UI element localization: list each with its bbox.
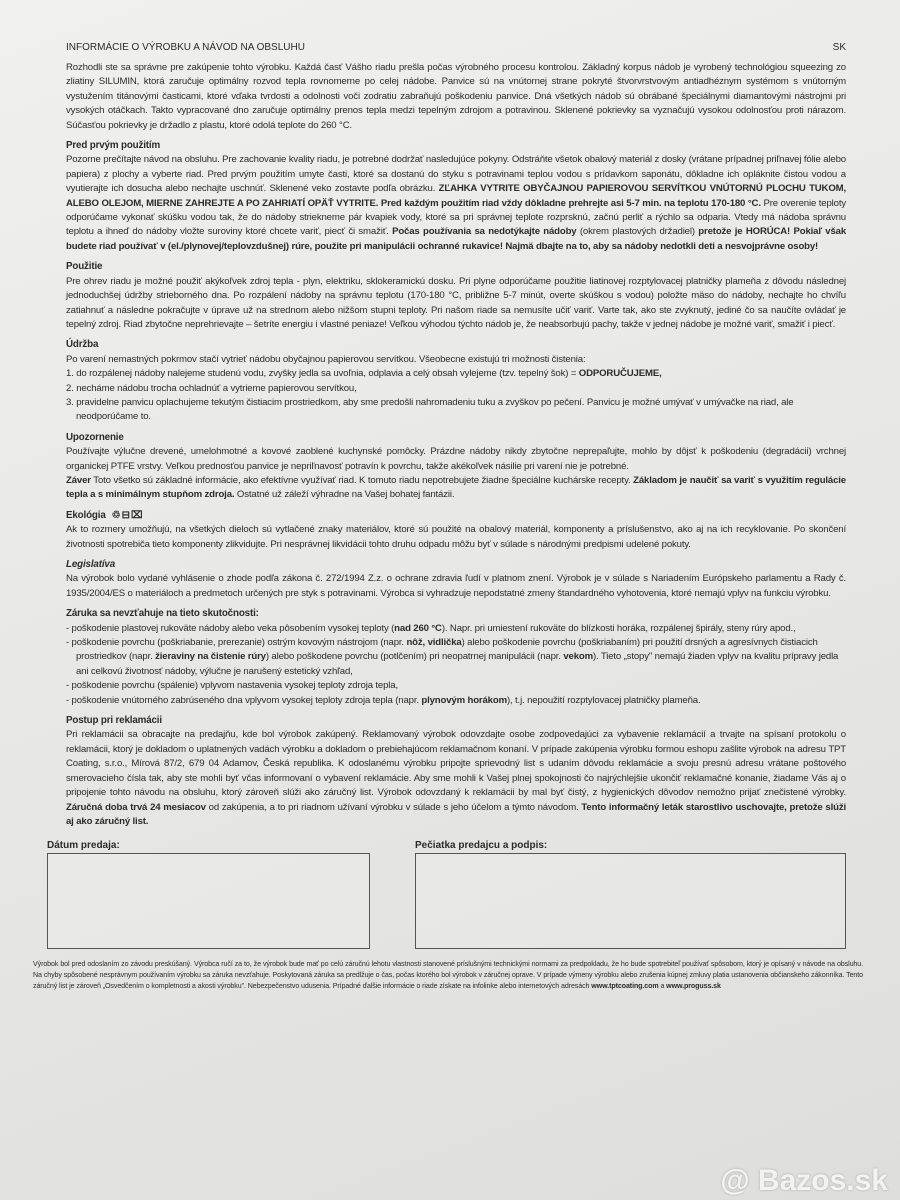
bold-text: plynovým horákom (421, 694, 507, 706)
bold-text: Záver (66, 474, 91, 486)
section-heading: Postup pri reklamácii (66, 715, 162, 727)
crossed-bin-icon: ⌧ (131, 509, 144, 521)
paragraph (66, 474, 846, 503)
signature-fields (47, 839, 846, 949)
sale-date-label: Dátum predaja: (47, 840, 120, 852)
text: Na výrobok bolo vydané vyhlásenie o zhode podľa zákona č. 272/1994 Z.z. o ochrane zdravia ľudí v platnom znení. Výrobok je v súlade s Nariadením Európskeho parlamentu a Rady č. 1935/2004/ES o materiáloch a predmetoch určených pre styk s potravinami. Výrobca si vyhradzuje nepodstatné zmeny štandardného vyhotovenia, ktoré nemajú vplyv na funkciu výrobku. (66, 573, 846, 599)
footer-link-tptcoating: www.tptcoating.com (591, 982, 659, 991)
text: ) alebo poškodene povrchu (potlčením) pri neopatrnej manipulácii (napr. (265, 651, 564, 663)
text: ) alebo poškodenie povrchu (poškriabaním) pri použití drsných a agresívnych čistiacich prostriedkov (napr. (76, 637, 818, 663)
list-item (66, 622, 846, 636)
paragraph (66, 153, 846, 254)
eco-icons (112, 509, 144, 523)
section-heading-row (66, 509, 846, 523)
section-warranty-exclusions (66, 607, 846, 708)
section-ecology (66, 509, 846, 552)
text: ). Tieto „stopy" nemajú žiaden vplyv na kvalitu prípravy jedla ani celkovú životnosť nádoby, výlučne je narušený estetický vzhľad, (76, 651, 839, 677)
stamp-signature-box[interactable] (415, 853, 846, 949)
language-code: SK (832, 42, 846, 53)
paragraph (66, 523, 846, 552)
section-heading-row (66, 139, 846, 153)
footer-note (33, 959, 863, 992)
section-heading-row (66, 558, 846, 572)
paragraph (66, 445, 846, 474)
footer-and: a (658, 982, 667, 991)
text: - poškodenie povrchu (poškriabanie, prerezanie) ostrým kovovým nástrojom (napr. (66, 637, 407, 649)
sale-date-box[interactable] (47, 853, 370, 949)
section-heading-row (66, 714, 846, 728)
recycle-icon: ♲ (111, 509, 122, 521)
section-heading-row (66, 607, 846, 621)
text: - poškodenie povrchu (spálenie) vplyvom nastavenia vysokej teploty zdroja tepla, (66, 680, 398, 692)
bold-text: Záručná doba trvá 24 mesiacov (66, 801, 206, 813)
sale-date-field (47, 839, 370, 949)
list-item (66, 382, 846, 396)
bold-text: ODPORUČUJEME, (578, 368, 662, 380)
document-header (66, 42, 846, 53)
section-heading-row (66, 431, 846, 445)
list-item (66, 679, 846, 693)
text: - poškodenie plastovej rukoväte nádoby alebo veka pôsobením vysokej teploty ( (66, 622, 395, 634)
bold-text: Počas používania sa nedotýkajte nádoby (392, 226, 577, 238)
bazos-watermark: @ Bazos.sk (720, 1164, 888, 1197)
text: Ostatné už záleží výhradne na Vašej bohatej fantázii. (234, 489, 455, 501)
text: ), t.j. nepoužití rozptylovacej platničky plameňa. (506, 694, 701, 706)
text: (okrem plastových držadiel) (576, 226, 699, 238)
section-heading: Záruka sa nevzťahuje na tieto skutočnosti: (66, 608, 259, 620)
section-heading: Upozornenie (66, 431, 124, 443)
section-heading-row (66, 338, 846, 352)
section-heading: Použitie (66, 261, 103, 273)
text: - poškodenie vnútorného zabrúseného dna vplyvom vysokej teploty zdroja tepla (napr. (66, 694, 422, 706)
list-item (66, 396, 846, 425)
section-maintenance (66, 338, 846, 424)
section-heading: Údržba (66, 339, 99, 351)
bold-text: Tento informačný leták starostlivo uschovajte, pretože slúži aj ako záručný list. (66, 801, 846, 827)
paragraph (66, 61, 846, 133)
section-legislation (66, 558, 846, 601)
text: Ak to rozmery umožňujú, na všetkých dieloch sú vytlačené znaky materiálov, ktoré sú použité na obalový materiál, komponenty a príslušenstvo, ako aj na ich recyklovanie. Po skončení životnosti spotrebiča tieto komponenty zlikvidujte. Pri nesprávnej likvidácii tohto druhu odpadu môžu byť v súlade s národnými predpismi udelené pokuty. (66, 524, 846, 550)
text: Po varení nemastných pokrmov stačí vytrieť nádobu obyčajnou papierovou servítkou. Všeobecne existujú tri možnosti čistenia: (66, 353, 586, 365)
footer-text: Výrobok bol pred odoslaním zo závodu preskúšaný. Výrobca ručí za to, že výrobok bude mať po celú záručnú lehotu vlastnosti stanovené príslušnými technickými normami za predpokladu, že ho bude spotrebiteľ používať spôsobom, ktorý je opísaný v návode na obsluhu. Na chyby spôsobené nesprávnym používaním výrobku sa záruka nevzťahuje. Poskytovaná záruka sa predlžuje o čas, počas ktorého bol výrobok v záručnej oprave. V prípade výmeny výrobku alebo zrušenia kúpnej zmluvy platia ustanovenia občianskeho zákonníka. Tento záručný list je zároveň „Osvedčením o kompletnosti a akosti výrobku". Nebezpečenstvo udusenia. Prípadné ďalšie informácie o riade získate na infolinke alebo internetových adresách (33, 960, 863, 991)
text: ). Napr. pri umiestení rukoväte do blízkosti horáka, rozpálenej špirály, steny rúry apod., (441, 622, 796, 634)
text: Rozhodli ste sa správne pre zakúpenie tohto výrobku. Každá časť Vášho riadu prešla počas výrobného procesu kontrolou. Základný korpus nádob je vyrobený technológiou squeezing zo zliatiny SILUMIN, ktorá zaručuje optimálny rozvod tepla rovnomerne po celej nádobe. Panvice sú na vnútornej strane pokryté štvorvrstvovým antiadhéznym systémom s vnútorným vystužením titánovými časticami, ktoré vďaka tvrdosti a odolnosti voči zodratiu zabraňujú poškodeniu panvice. Dná všetkých nádob sú obrábané špeciálnymi diamantovými nástrojmi pri vysokých otáčkach. Takto vypracované dno zaručuje optimálny prenos tepla medzi tepelným zdrojom a potravinou. Sklenené pokrievky sa vyznačujú vysokou odolnosťou proti nárazom. Súčasťou pokrievky je držadlo z plastu, ktoré odolá teplote do 260 °C. (66, 62, 846, 131)
bold-text: nôž, vidlička (406, 637, 462, 649)
section-complaints (66, 714, 846, 829)
section-heading-row (66, 260, 846, 274)
list-item (66, 636, 846, 679)
stamp-label: Pečiatka predajcu a podpis: (415, 840, 548, 852)
section-intro (66, 61, 846, 133)
text: 3. pravidelne panvicu oplachujeme tekutým čistiacim prostriedkom, aby sme predošli nahromadeniu tuku a zvyškov po pečení. Panvicu je možné umývať v umývačke na riad, ale neodporúčame to. (66, 396, 794, 423)
list-item (66, 694, 846, 708)
bold-text: pretože je HORÚCA! Pokiaľ však budete riad používať v (el./plynovej/teplovzdušnej) rúre, použite pri manipulácii ochranné rukavice! Najmä dbajte na to, aby sa nádoby nedotkli deti a nesvojprávne osoby! (66, 226, 847, 252)
section-usage (66, 260, 846, 332)
sections (66, 61, 846, 835)
bold-text: vekom (563, 651, 593, 663)
section-first-use (66, 139, 846, 254)
footer-link-proguss: www.proguss.sk (666, 982, 721, 991)
sorting-bin-icon: ⊟ (121, 509, 131, 521)
bold-text: Základom je naučiť sa variť s využitím regulácie tepla a s minimálnym stupňom zdroja. (66, 474, 846, 501)
paragraph (66, 728, 846, 829)
paragraph (66, 353, 846, 367)
text: Pri reklamácii sa obracajte na predajňu, kde bol výrobok zakúpený. Reklamovaný výrobok odovzdajte osobe zodpovedajúci za vybavenie reklamácií a trvajte na spísaní protokolu o reklamácii, ktorý je dokladom o uplatnených vadách výrobku a dokladom o prebiehajúcom reklamačnom konaní. V prípade zakúpenia výrobku formou eshopu zašlite výrobok na adresu TPT Coating, s.r.o., Mírová 87/2, 679 04 Adamov, Česká republika. K odoslanému výrobku pripojte sprievodný list s udaním dôvodu reklamácie a svoju presnú adresu vrátane poštového smerovacieho čísla tak, aby ste mohli byť včas informovaní o vybavení reklamácie. Aby sme mohli k Vašej plnej spokojnosti čo najrýchlejšie ukončiť reklamačné konanie, žiadame Vás aj o pripojenie tohto návodu na obsluhu, ktorý zároveň slúži ako záručný list. Výrobok odovzdaný k reklamácii by mal byť čistý, z hygienických dôvodov nemožno prijať znečistené výrobky. (66, 729, 846, 799)
text: Pre ohrev riadu je možné použiť akýkoľvek zdroj tepla - plyn, elektriku, sklokeramickú dosku. Pri plyne odporúčame použitie liatinovej rozptylovacej platničky plameňa z dôvodu následnej jednoduchšej údržby strieborného dna. Po rozpálení nádoby na správnu teplotu (170-180 °C, približne 5-7 minút, overte skúškou s vodou) položte mäso do nádoby, nechajte ho chvíľu zatiahnuť a následne pokračujte v úprave už na strednom alebo nižšom stupni teploty. Pri našom riade sa nemusíte učiť variť. Varte tak, ako ste zvyknutý, jediné čo sa naučíte ovládať je tepelný zdroj. Riad zbytočne neprehrievajte – šetríte energiu i vlastné peniaze! Veľkou výhodou týchto nádob je, že neabsorbujú pachy, takže v jednej nádobe je možné variť, smažiť i piecť. (66, 275, 846, 330)
stamp-field (415, 839, 846, 949)
bold-text: ZĽAHKA VYTRITE OBYČAJNOU PAPIEROVOU SERVÍTKOU VNÚTORNÚ PLOCHU TUKOM, ALEBO OLEJOM, MIERNE ZAHREJTE A PO ZAHRIATÍ OPÄŤ VYTRITE. Pred každým použitím riad vždy dôkladne prehrejte asi 5-7 min. na teplotu 170-180 °C. (66, 183, 847, 209)
document-page (33, 42, 863, 992)
text: Pozorne prečítajte návod na obsluhu. Pre zachovanie kvality riadu, je potrebné dodržať nasledujúce pokyny. Odstráňte všetok obalový materiál z dosky (vrátane prípadnej priľnavej fólie alebo papiera) z plochy a vyberte riad. Pred prvým použitím umyte časti, ktoré sa dostanú do styku s potravinami teplou vodou s prídavkom saponátu, dôkladne ich opláknite čistou vodou a vyutierajte ich dosucha alebo nechajte uschnúť. Sklenené veko zostavte podľa obrázku. (66, 154, 846, 195)
text: Používajte výlučne drevené, umelohmotné a kovové zaoblené kuchynské pomôcky. Prázdne nádoby nikdy zbytočne neprepaľujte, mohlo by dôjsť k poškodeniu (degradácii) vrchnej organickej PTFE vrstvy. Veľkou prednosťou panvice je nepriľnavosť potravín k povrchu, takže akékoľvek násilie pri varení nie je potrebné. (66, 446, 846, 472)
section-heading: Legislatíva (66, 559, 115, 570)
text: 1. do rozpálenej nádoby nalejeme studenú vodu, zvyšky jedla sa uvoľnia, odplavia a celý obsah vylejeme (tzv. tepelný šok) = (66, 368, 579, 380)
bold-text: nad 260 °C (394, 622, 442, 634)
paragraph (66, 572, 846, 601)
section-heading: Pred prvým použitím (66, 140, 161, 152)
text: od zakúpenia, a to pri riadnom užívaní výrobku v súlade s jeho účelom a týmto návodom. (205, 801, 582, 813)
document-title: INFORMÁCIE O VÝROBKU A NÁVOD NA OBSLUHU (66, 42, 305, 53)
text: 2. necháme nádobu trocha ochladnúť a vytrieme papierovou servítkou, (66, 382, 357, 394)
text: Pre overenie teploty odporúčame vykonať skúšku vodou tak, že do nádoby striekneme pár kvapiek vody, ktoré sa pri správnej teplote rozprsknú, začnú perliť a rýchlo sa odparia. Vtedy má nádoba správnu teplotu a ihneď do nádoby vložte suroviny ktoré chcete variť, piecť či smažiť. (66, 197, 846, 238)
section-warning (66, 431, 846, 503)
section-heading: Ekológia (66, 509, 106, 521)
text: Toto všetko sú základné informácie, ako efektívne využívať riad. K tomuto riadu nepotrebujete žiadne špeciálne kuchárske recepty. (90, 474, 634, 486)
list-item (66, 367, 846, 381)
bold-text: žieraviny na čistenie rúry (155, 651, 266, 663)
paragraph (66, 275, 846, 333)
